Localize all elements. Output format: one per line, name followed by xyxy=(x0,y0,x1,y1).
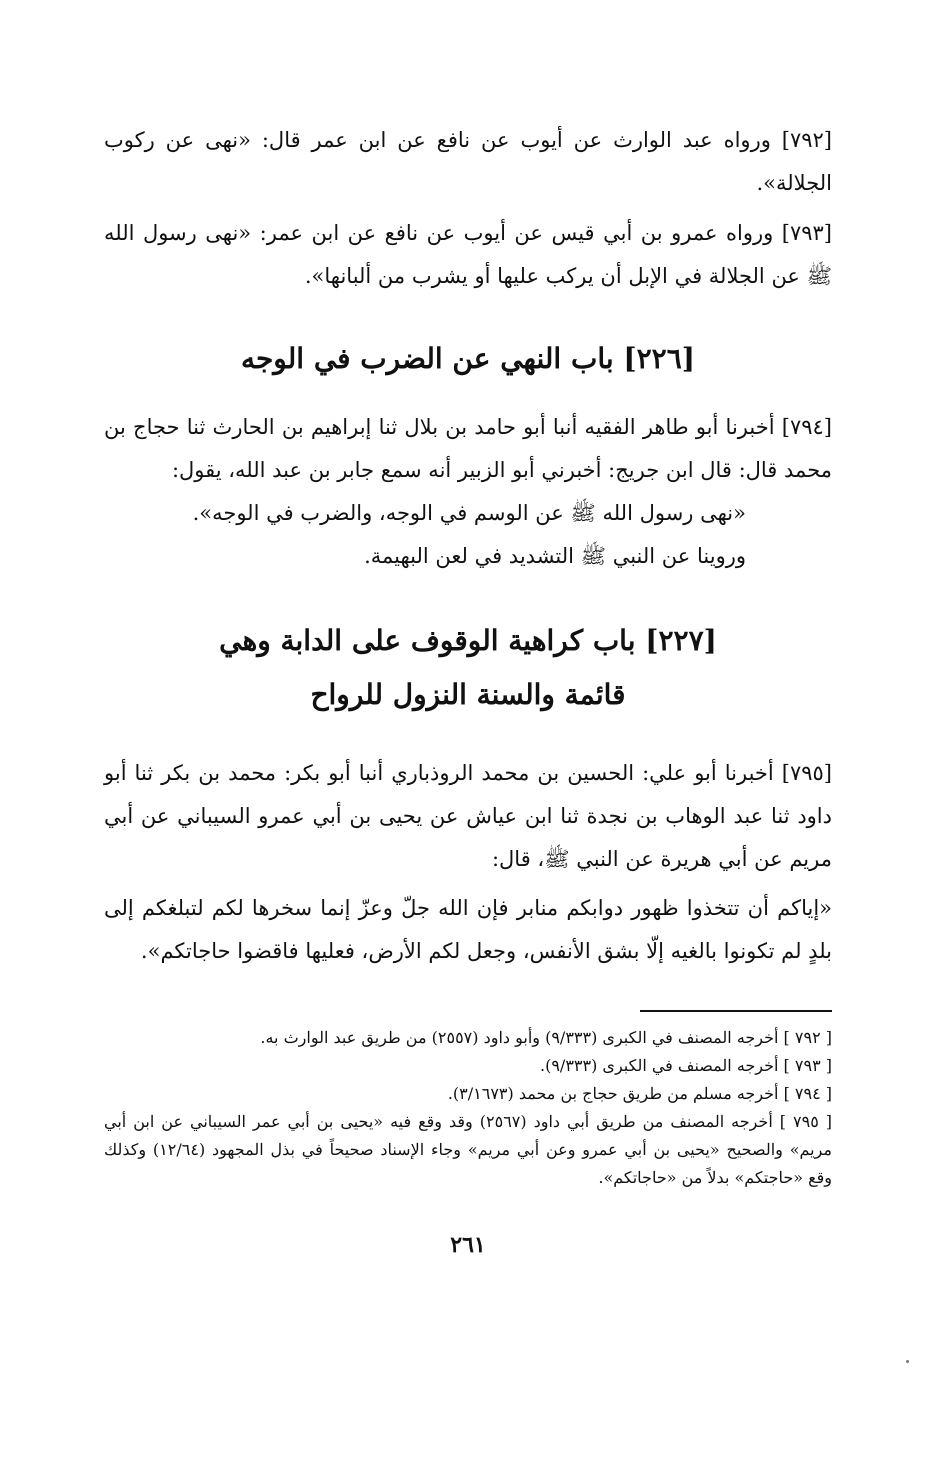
footnote-795: [ ٧٩٥ ] أخرجه المصنف من طريق أبي داود (٢٥٦٧) وقد وقع فيه «يحيى بن أبي عمر السيباني عن ابن أبي مريم» والصحيح «يحيى بن أبي عمرو وعن أبي مريم» وجاء الإسناد صحيحاً في بذل المجهود (١٢/٦٤) وكذلك وقع «حاجتكم» بدلاً من «حاجاتكم». xyxy=(104,1112,833,1187)
footnote-793: [ ٧٩٣ ] أخرجه المصنف في الكبرى (٩/٣٣٣). xyxy=(540,1056,832,1075)
hadith-792 xyxy=(104,119,832,205)
hadith-795 xyxy=(104,752,832,973)
section-227-heading-line1: [٢٢٧] باب كراهية الوقوف على الدابة وهي xyxy=(219,624,717,657)
page-number: ٢٦١ xyxy=(450,1232,486,1258)
footnote-792: [ ٧٩٢ ] أخرجه المصنف في الكبرى (٩/٣٣٣) وأبو داود (٢٥٥٧) من طريق عبد الوارث به. xyxy=(260,1028,832,1047)
section-226-heading: [٢٢٦] باب النهي عن الضرب في الوجه xyxy=(240,342,696,375)
hadith-793-text: [٧٩٣] ورواه عمرو بن أبي قيس عن أيوب عن نافع عن ابن عمر: «نهى رسول الله ﷺ عن الجلالة في الإبل أن يركب عليها أو يشرب من ألبانها». xyxy=(104,221,832,288)
hadith-792-text: [٧٩٢] ورواه عبد الوارث عن أيوب عن نافع عن ابن عمر قال: «نهى عن ركوب الجلالة». xyxy=(104,128,832,195)
hadith-794-quote: «نهى رسول الله ﷺ عن الوسم في الوجه، والضرب في الوجه». xyxy=(192,501,746,525)
section-227-heading-line2: قائمة والسنة النزول للرواح xyxy=(310,678,626,711)
hadith-795-matn: «إياكم أن تتخذوا ظهور دوابكم منابر فإن الله جلّ وعزّ إنما سخرها لكم لتبلغكم إلى بلدٍ لم تكونوا بالغيه إلّا بشق الأنفس، وجعل لكم الأرض، فعليها فاقضوا حاجاتكم». xyxy=(104,896,832,963)
hadith-794-text: [٧٩٤] أخبرنا أبو طاهر الفقيه أنبا أبو حامد بن بلال ثنا إبراهيم بن الحارث ثنا حجاج بن محمد قال: قال ابن جريج: أخبرني أبو الزبير أنه سمع جابر بن عبد الله، يقول: xyxy=(104,415,832,482)
scan-speck xyxy=(906,1360,909,1363)
footnotes xyxy=(104,1024,832,1192)
footnote-794: [ ٧٩٤ ] أخرجه مسلم من طريق حجاج بن محمد (٣/١٦٧٣). xyxy=(447,1084,832,1103)
hadith-795-isnad: [٧٩٥] أخبرنا أبو علي: الحسين بن محمد الروذباري أنبا أبو بكر: محمد بن بكر ثنا أبو داود ثنا عبد الوهاب بن نجدة ثنا ابن عياش عن يحيى بن أبي عمرو السيباني عن أبي مريم عن أبي هريرة عن النبي ﷺ، قال: xyxy=(104,761,832,871)
hadith-793 xyxy=(104,212,832,298)
hadith-794 xyxy=(104,406,832,578)
footnote-separator xyxy=(640,1010,832,1012)
hadith-794-narration: وروينا عن النبي ﷺ التشديد في لعن البهيمة. xyxy=(364,544,746,568)
